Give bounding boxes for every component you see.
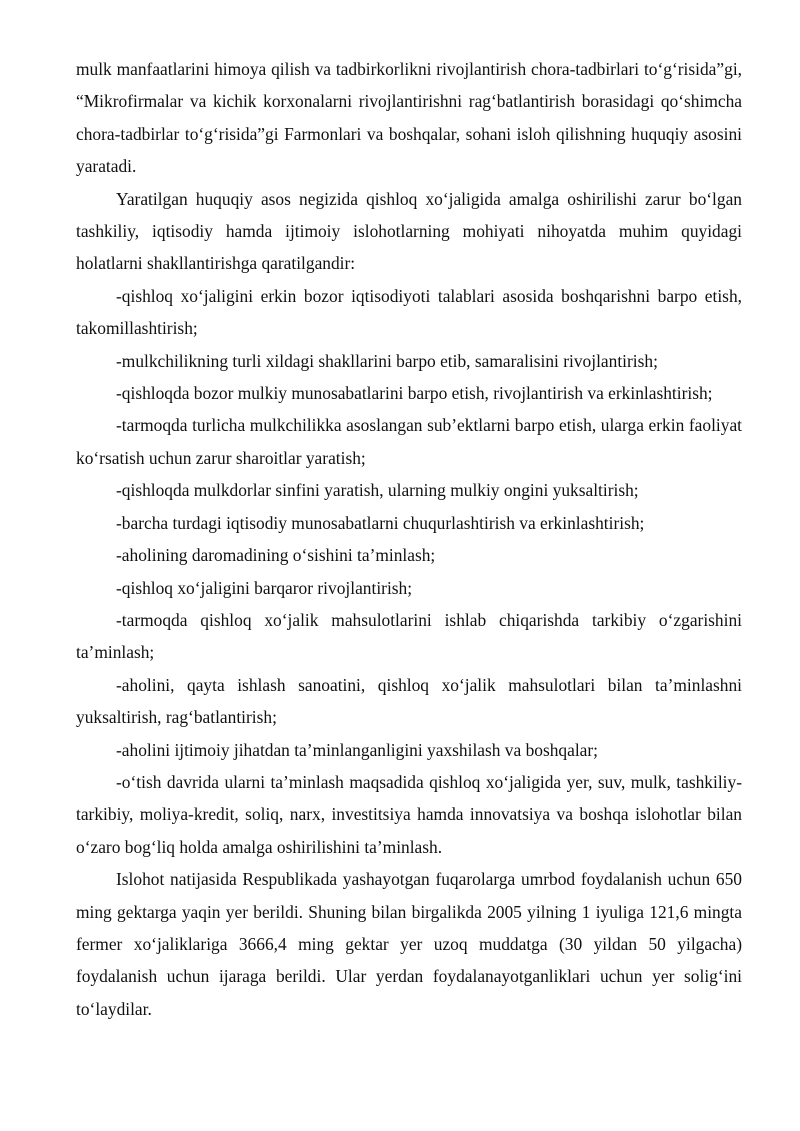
list-item: -qishloq xo‘jaligini erkin bozor iqtisodiyoti talablari asosida boshqarishni barpo etish, takomillashtirish; — [76, 285, 742, 339]
list-item: -o‘tish davrida ularni ta’minlash maqsadida qishloq xo‘jaligida yer, suv, mulk, tashkiliy-tarkibiy, moliya-kredit, soliq, narx, investitsiya hamda innovatsiya va boshqa islohotlar bilan o‘zaro bog‘liq holda amalga oshirilishini ta’minlash. — [76, 771, 742, 857]
paragraph-results: Islohot natijasida Respublikada yashayotgan fuqarolarga umrbod foydalanish uchun 650 ming gektarga yaqin yer berildi. Shuning bilan birgalikda 2005 yilning 1 iyuliga 121,6 mingta fermer xo‘jaliklariga 3666,4 ming gektar yer uzoq muddatga (30 yildan 50 yilgacha) foydalanish uchun ijaraga berildi. Ular yerdan foydalanayotganliklari uchun yer solig‘ini to‘laydilar. — [76, 869, 742, 1019]
list-item: -aholini ijtimoiy jihatdan ta’minlanganligini yaxshilash va boshqalar; — [116, 739, 599, 760]
list-item: -qishloqda mulkdorlar sinfini yaratish, ularning mulkiy ongini yuksaltirish; — [116, 480, 639, 501]
paragraph-continuation: mulk manfaatlarini himoya qilish va tadbirkorlikni rivojlantirish chora-tadbirlari to‘g‘risida”gi, “Mikrofirmalar va kichik korxonalarni rivojlantirishni rag‘batlantirish borasidagi qo‘shimcha chora-tadbirlar to‘g‘risida”gi Farmonlari va boshqalar, sohani isloh qilishning huquqiy asosini yaratadi. — [76, 59, 742, 177]
list-item: -barcha turdagi iqtisodiy munosabatlarni chuqurlashtirish va erkinlashtirish; — [116, 512, 645, 533]
list-item: -mulkchilikning turli xildagi shakllarini barpo etib, samaralisini rivojlantirish; — [116, 350, 658, 371]
paragraph-intro: Yaratilgan huquqiy asos negizida qishloq xo‘jaligida amalga oshirilishi zarur bo‘lgan tashkiliy, iqtisodiy hamda ijtimoiy islohotlarning mohiyati nihoyatda muhim quyidagi holatlarni shakllantirishga qaratilgandir: — [76, 188, 742, 274]
list-item: -tarmoqda turlicha mulkchilikka asoslangan sub’ektlarni barpo etish, ularga erkin faoliyat ko‘rsatish uchun zarur sharoitlar yaratish; — [76, 415, 742, 468]
list-item: -aholining daromadining o‘sishini ta’minlash; — [116, 545, 436, 566]
list-item: -qishloqda bozor mulkiy munosabatlarini barpo etish, rivojlantirish va erkinlashtirish; — [116, 383, 713, 404]
list-item: -tarmoqda qishloq xo‘jalik mahsulotlarini ishlab chiqarishda tarkibiy o‘zgarishini ta’minlash; — [76, 609, 742, 663]
list-item: -qishloq xo‘jaligini barqaror rivojlantirish; — [116, 577, 413, 598]
list-item: -aholini, qayta ishlash sanoatini, qishloq xo‘jalik mahsulotlari bilan ta’minlashni yuksaltirish, rag‘batlantirish; — [76, 674, 742, 728]
document-page — [76, 53, 742, 1025]
